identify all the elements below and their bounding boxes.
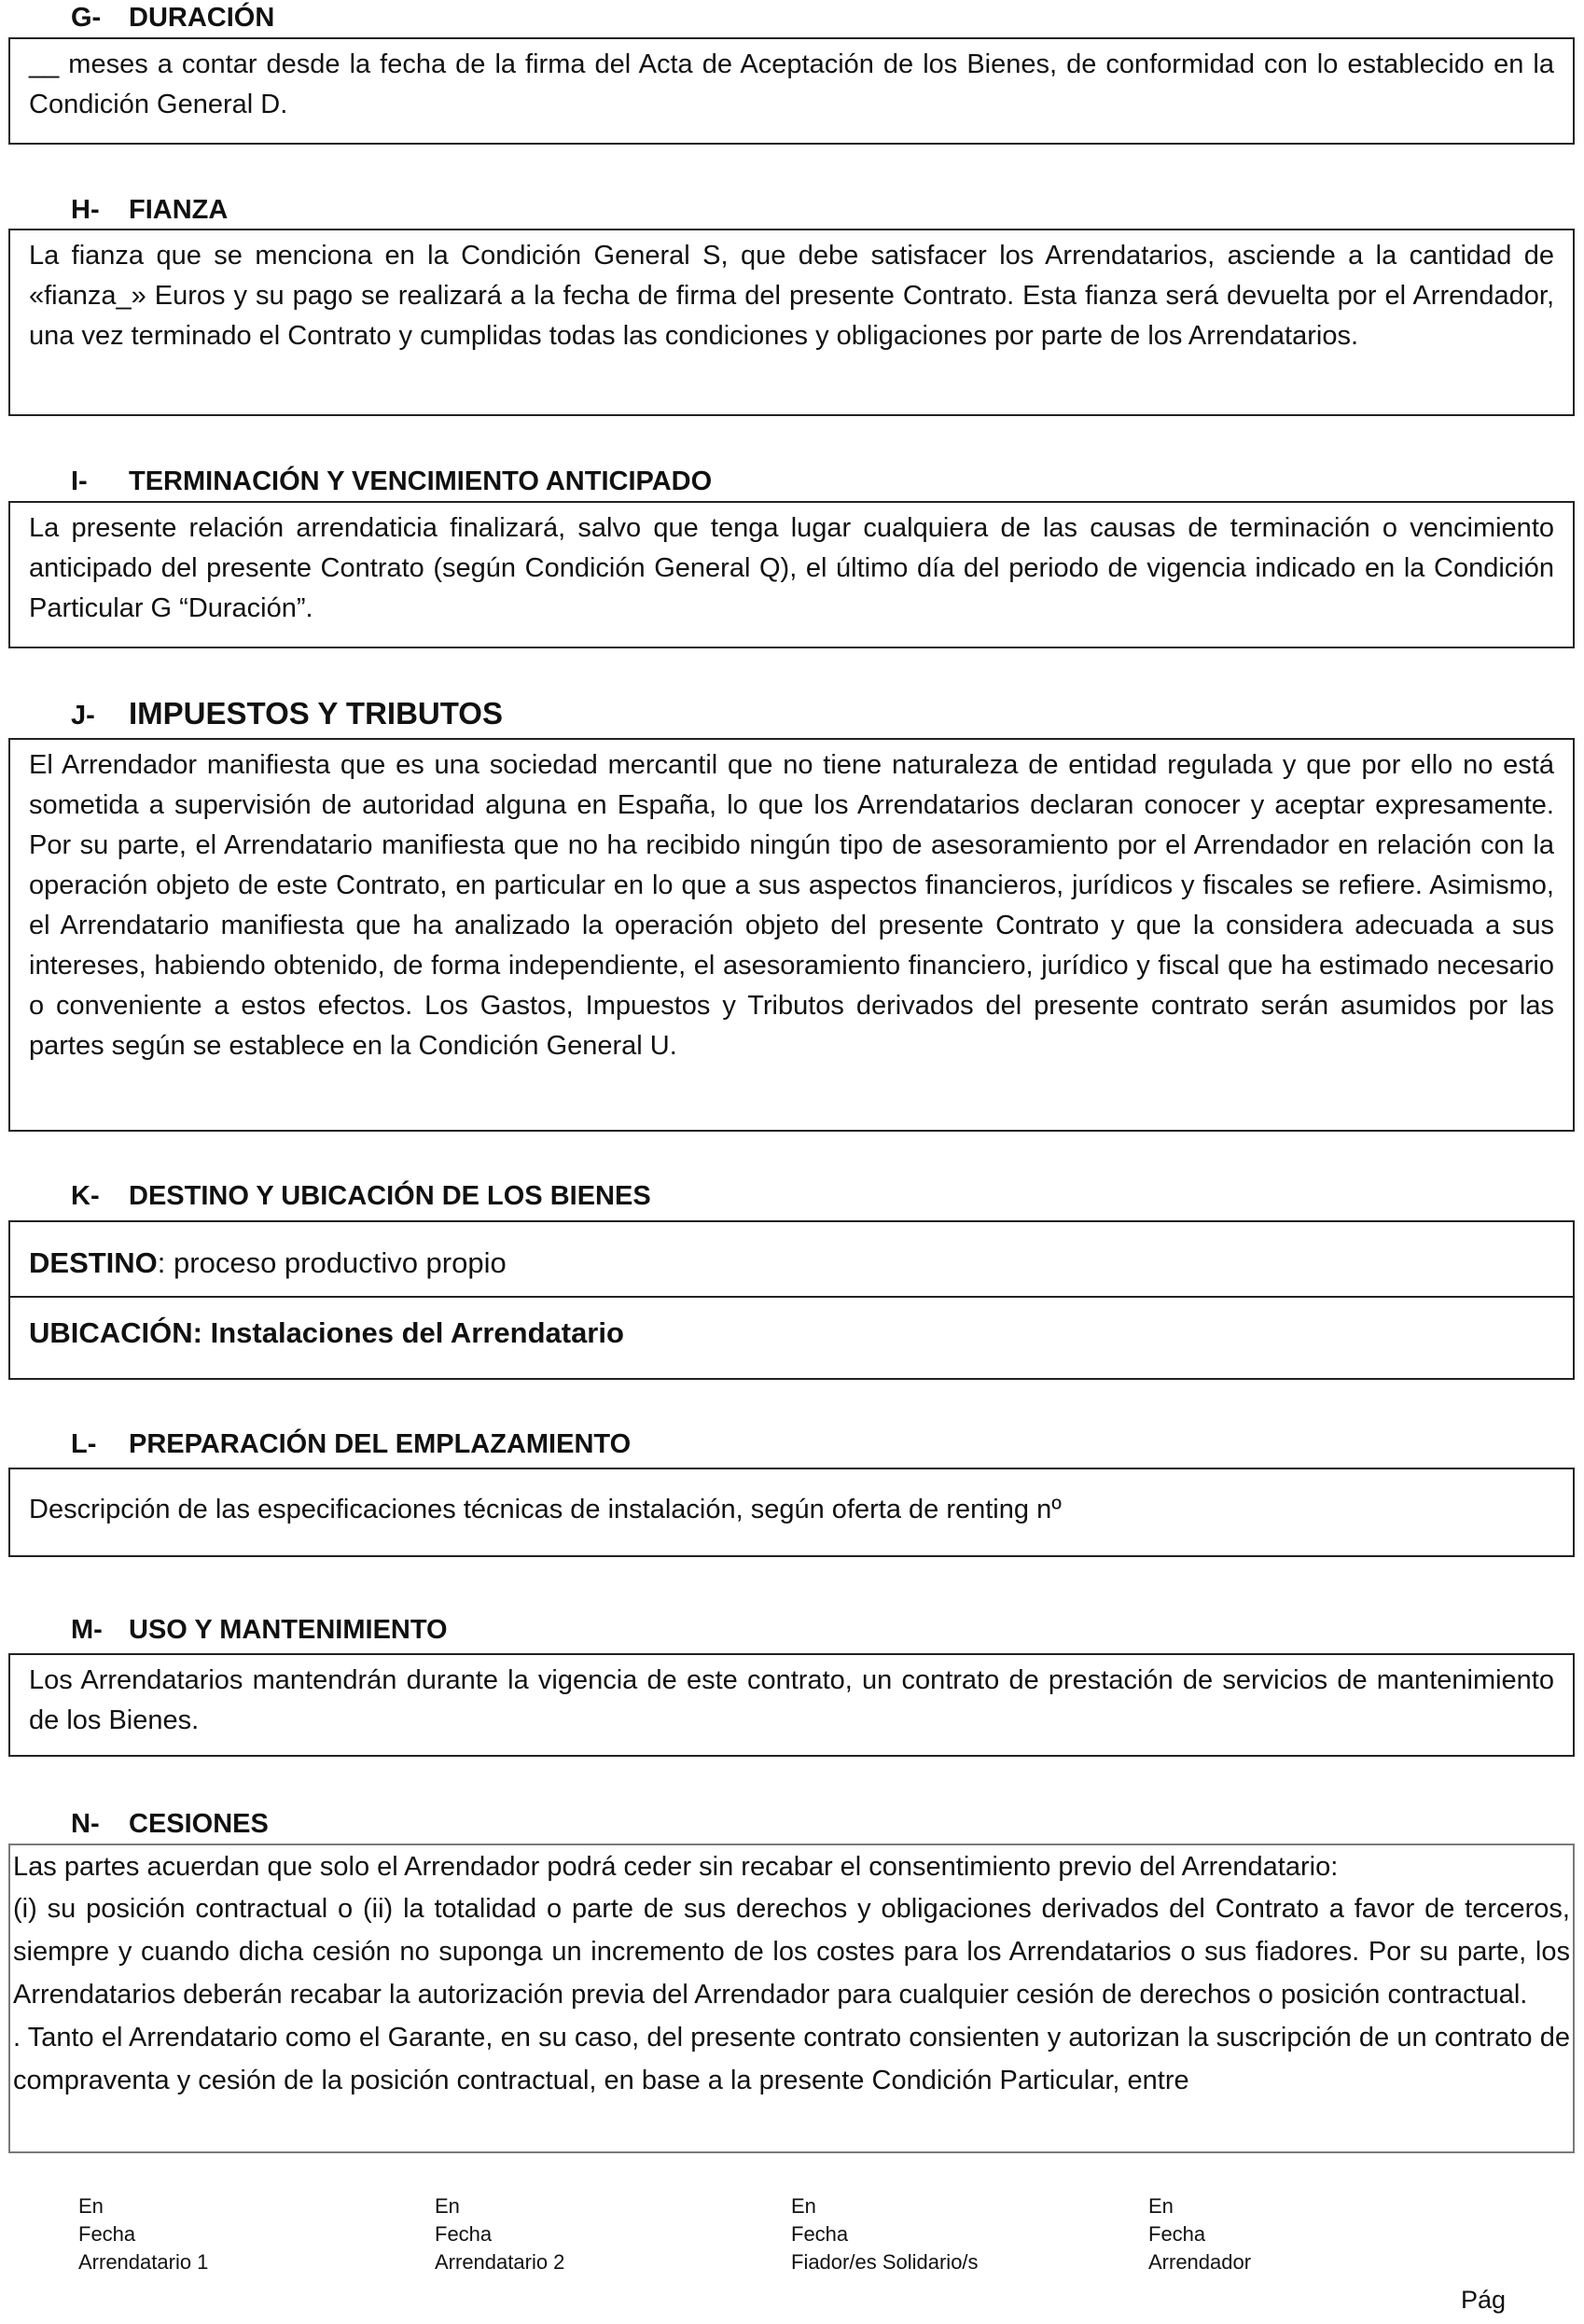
destino-row xyxy=(10,1245,1573,1282)
sig-fecha: Fecha xyxy=(78,2222,136,2246)
section-g-heading xyxy=(71,2,274,34)
section-letter: H- xyxy=(71,195,100,225)
signature-block-1 xyxy=(78,2192,414,2276)
ubicacion-text: UBICACIÓN: Instalaciones del Arrendatario xyxy=(29,1316,624,1349)
section-k-box xyxy=(8,1220,1575,1380)
sig-party: Arrendatario 1 xyxy=(78,2250,209,2274)
section-n-para1: (i) su posición contractual o (ii) la totalidad o parte de sus derechos y obligaciones derivados del Contrato a favor de terceros, siempre y cuando dicha cesión no suponga un incremento de los costes para los Arrendatarios o sus fiadores. Por su parte, los Arrendatarios deberán recabar la autorización previa del Arrendador para cualquier cesión de derechos o posición contractual. xyxy=(13,1894,1570,2010)
section-h-heading xyxy=(71,194,228,226)
section-title: IMPUESTOS Y TRIBUTOS xyxy=(129,696,503,731)
section-title: USO Y MANTENIMIENTO xyxy=(129,1615,448,1645)
sig-fecha: Fecha xyxy=(791,2222,849,2246)
section-i-box xyxy=(8,501,1575,648)
section-h-text: La fianza que se menciona en la Condición General S, que debe satisfacer los Arrendatarios, asciende a la cantidad de «fianza_» Euros y su pago se realizará a la fecha de firma del presente Contrato. Esta fianza será devuelta por el Arrendador, una vez terminado el Contrato y cumplidas todas las condiciones y obligaciones por parte de los Arrendatarios. xyxy=(29,241,1554,351)
section-h-box xyxy=(8,229,1575,416)
section-g-box xyxy=(8,37,1575,145)
section-title: FIANZA xyxy=(129,195,229,225)
section-l-box xyxy=(8,1468,1575,1557)
section-m-box xyxy=(8,1653,1575,1757)
section-n-line1: Las partes acuerdan que solo el Arrendador podrá ceder sin recabar el consentimiento previo del Arrendatario: xyxy=(13,1852,1339,1882)
signature-block-2 xyxy=(435,2192,771,2276)
section-i-heading xyxy=(71,466,712,497)
section-n-heading xyxy=(71,1808,269,1840)
signature-block-4 xyxy=(1148,2192,1484,2276)
section-title: DURACIÓN xyxy=(129,3,275,33)
section-j-heading xyxy=(71,698,503,731)
sig-fecha: Fecha xyxy=(1148,2222,1206,2246)
section-letter: N- xyxy=(71,1809,100,1839)
section-letter: M- xyxy=(71,1615,103,1645)
destino-label: DESTINO xyxy=(29,1246,158,1279)
row-divider xyxy=(10,1296,1573,1298)
sig-en: En xyxy=(435,2194,460,2218)
sig-en: En xyxy=(791,2194,816,2218)
section-m-heading xyxy=(71,1614,448,1646)
sig-party: Arrendador xyxy=(1148,2250,1252,2274)
sig-en: En xyxy=(1148,2194,1174,2218)
section-n-para2: . Tanto el Arrendatario como el Garante, en su caso, del presente contrato consienten y autorizan la suscripción de un contrato de compraventa y cesión de la posición contractual, en base a la presente Condición Particular, entre xyxy=(13,2023,1570,2095)
sig-en: En xyxy=(78,2194,104,2218)
section-letter: I- xyxy=(71,466,88,496)
section-l-heading xyxy=(71,1428,631,1460)
section-letter: K- xyxy=(71,1181,100,1211)
section-m-text: Los Arrendatarios mantendrán durante la vigencia de este contrato, un contrato de prestación de servicios de mantenimiento de los Bienes. xyxy=(29,1665,1554,1735)
destino-value: : proceso productivo propio xyxy=(157,1246,507,1279)
section-title: PREPARACIÓN DEL EMPLAZAMIENTO xyxy=(129,1429,632,1459)
section-letter: J- xyxy=(71,701,95,731)
sig-party: Fiador/es Solidario/s xyxy=(791,2250,979,2274)
section-j-box xyxy=(8,738,1575,1132)
section-letter: L- xyxy=(71,1429,97,1459)
page-label: Pág xyxy=(1461,2286,1507,2314)
section-j-text: El Arrendador manifiesta que es una sociedad mercantil que no tiene naturaleza de entidad regulada y que por ello no está sometida a supervisión de autoridad alguna en España, lo que los Arrendatarios declaran conocer y aceptar expresamente. Por su parte, el Arrendatario manifiesta que no ha recibido ningún tipo de asesoramiento por el Arrendador en relación con la operación objeto de este Contrato, en particular en lo que a sus aspectos financieros, jurídicos y fiscales se refiere. Asimismo, el Arrendatario manifiesta que ha analizado la operación objeto del presente Contrato y que la considera adecuada a sus intereses, habiendo obtenido, de forma independiente, el asesoramiento financiero, jurídico y fiscal que ha estimado necesario o conveniente a estos efectos. Los Gastos, Impuestos y Tributos derivados del presente contrato serán asumidos por las partes según se establece en la Condición General U. xyxy=(29,750,1554,1061)
section-g-text: __ meses a contar desde la fecha de la firma del Acta de Aceptación de los Bienes, de conformidad con lo establecido en la Condición General D. xyxy=(29,49,1554,119)
sig-party: Arrendatario 2 xyxy=(435,2250,565,2274)
section-k-heading xyxy=(71,1180,651,1212)
section-n-box xyxy=(8,1844,1575,2153)
section-title: CESIONES xyxy=(129,1809,269,1839)
section-letter: G- xyxy=(71,3,102,33)
ubicacion-row xyxy=(10,1315,1573,1352)
signature-block-3 xyxy=(791,2192,1127,2276)
section-l-text: Descripción de las especificaciones técnicas de instalación, según oferta de renting nº xyxy=(29,1495,1062,1524)
section-title: DESTINO Y UBICACIÓN DE LOS BIENES xyxy=(129,1181,651,1211)
section-i-text: La presente relación arrendaticia finalizará, salvo que tenga lugar cualquiera de las causas de terminación o vencimiento anticipado del presente Contrato (según Condición General Q), el último día del periodo de vigencia indicado en la Condición Particular G “Duración”. xyxy=(29,513,1554,623)
sig-fecha: Fecha xyxy=(435,2222,493,2246)
section-title: TERMINACIÓN Y VENCIMIENTO ANTICIPADO xyxy=(129,466,713,496)
